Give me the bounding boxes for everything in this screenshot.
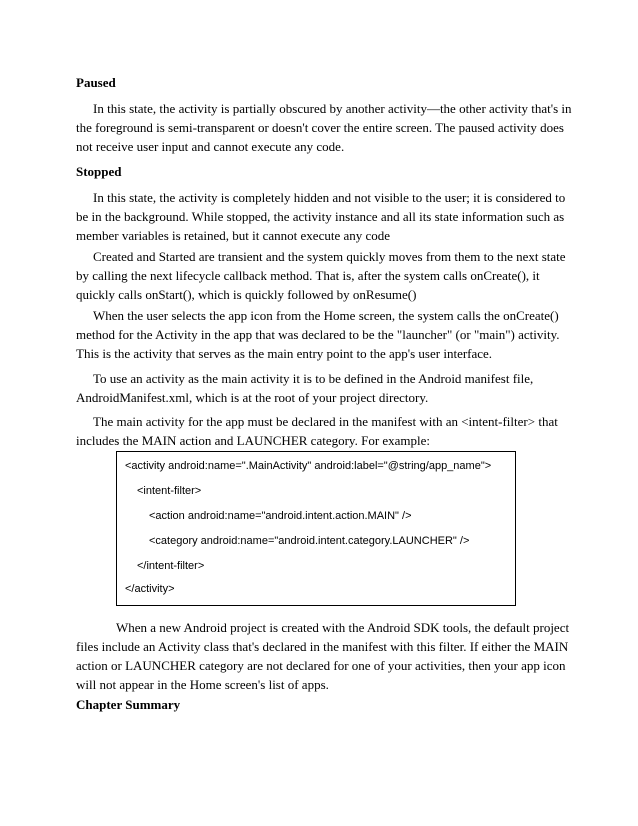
- code-line-action-main: <action android:name="android.intent.action.MAIN" />: [149, 510, 412, 522]
- paused-paragraph: In this state, the activity is partially obscured by another activity—the other activity that's in the foreground is semi-transparent or doesn't cover the entire screen. The paused activity does not receive user input and cannot execute any code.: [76, 101, 572, 154]
- stopped-heading: Stopped: [76, 164, 122, 179]
- chapter-summary-heading: Chapter Summary: [76, 697, 181, 712]
- stopped-paragraph: In this state, the activity is completely hidden and not visible to the user; it is considered to be in the background. While stopped, the activity instance and all its state information such as member variables is retained, but it cannot execute any code: [76, 190, 566, 243]
- code-line-activity-close: </activity>: [125, 583, 175, 595]
- code-line-intent-filter-open: <intent-filter>: [137, 485, 202, 497]
- code-line-activity-open: <activity android:name=".MainActivity" android:label="@string/app_name">: [125, 460, 492, 472]
- code-line-category-launcher: <category android:name="android.intent.category.LAUNCHER" />: [149, 535, 470, 547]
- paused-heading: Paused: [76, 75, 116, 90]
- intent-filter-paragraph: The main activity for the app must be declared in the manifest with an <intent-filter> that includes the MAIN action and LAUNCHER category. For example:: [76, 414, 558, 448]
- lifecycle-transient-paragraph: Created and Started are transient and the system quickly moves from them to the next state by calling the next lifecycle callback method. That is, after the system calls onCreate(), it quickly calls onStart(), which is quickly followed by onResume(): [76, 249, 566, 302]
- manifest-definition-paragraph: To use an activity as the main activity it is to be defined in the Android manifest file, AndroidManifest.xml, which is at the root of your project directory.: [76, 371, 534, 405]
- launcher-activity-paragraph: When the user selects the app icon from the Home screen, the system calls the onCreate() method for the Activity in the app that was declared to be the "launcher" (or "main") activity. This is the activity that serves as the main entry point to the app's user interface.: [76, 308, 560, 361]
- manifest-code-example: [116, 451, 516, 606]
- code-line-intent-filter-close: </intent-filter>: [137, 560, 205, 572]
- sdk-tools-paragraph: When a new Android project is created with the Android SDK tools, the default project files include an Activity class that's declared in the manifest with this filter. If either the MAIN action or LAUNCHER category are not declared for one of your activities, then your app icon will not appear in the Home screen's list of apps.: [76, 620, 570, 692]
